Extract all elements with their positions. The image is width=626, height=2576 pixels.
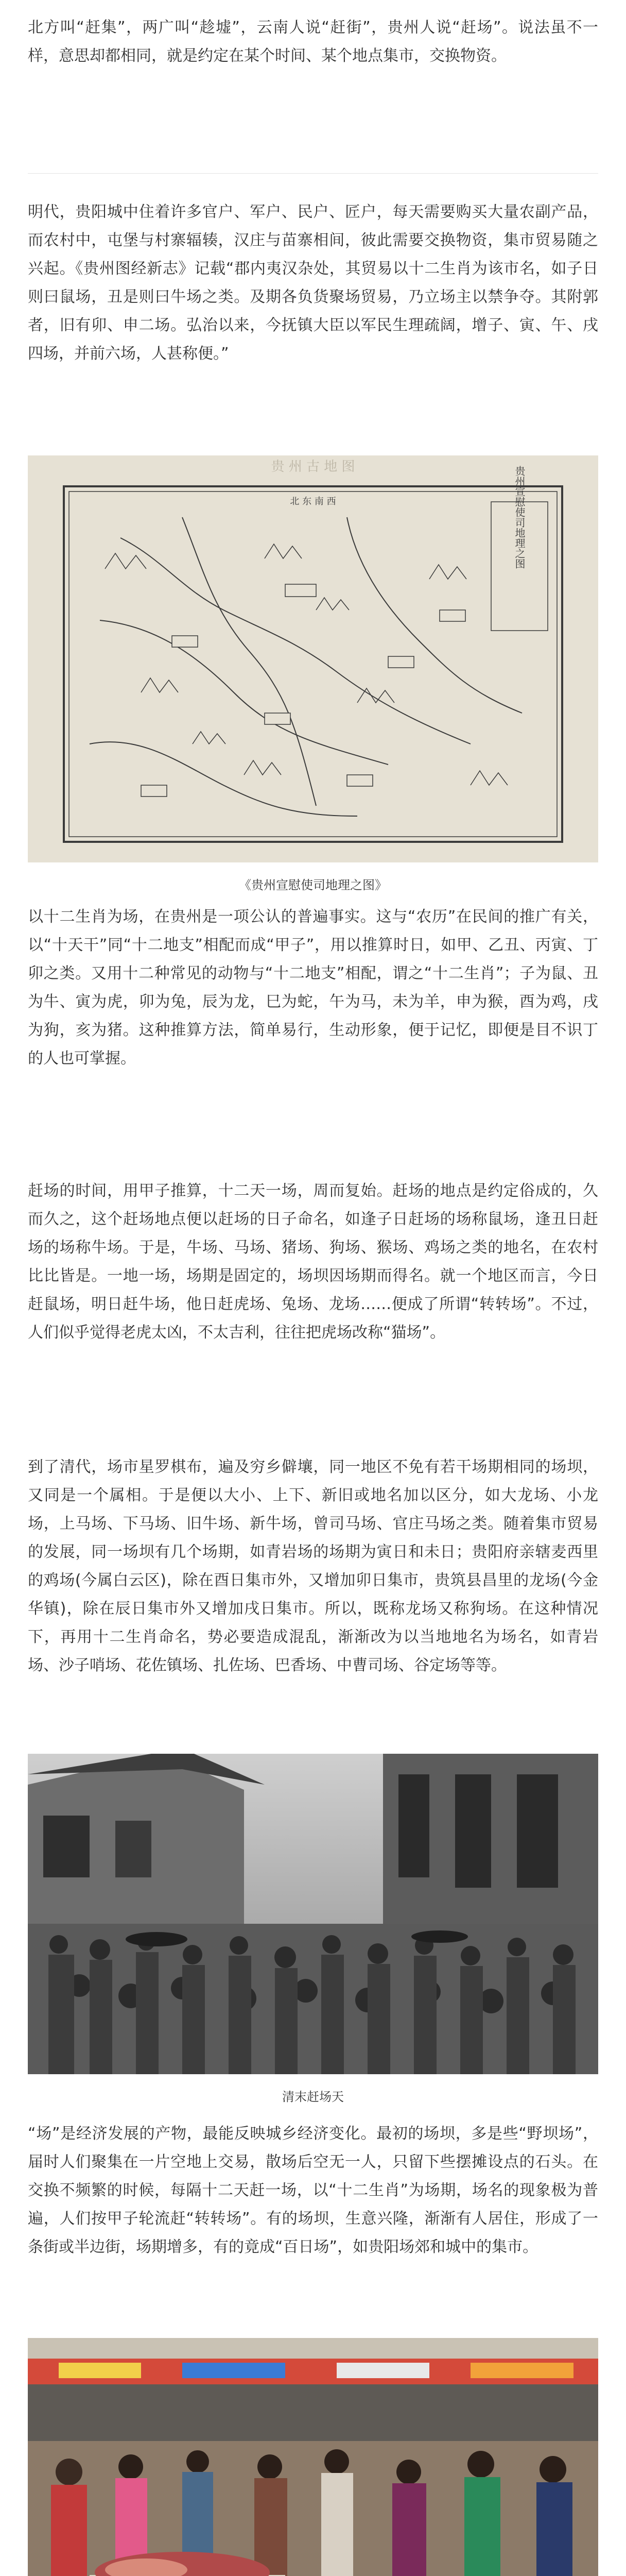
qing-paragraph: 到了清代，场市星罗棋布，遍及穷乡僻壤，同一地区不免有若干场期相同的场坝，又同是一个属相。于是便以大小、上下、新旧或地名加以区分，如大龙场、小龙场，上马场、下马场、旧牛场、新牛场，曾司马场、官庄马场之类。随着集市贸易的发展，同一场坝有几个场期，如青岩场的场期为寅日和未日；贵阳府亲辖麦西里的鸡场(今属白云区)，除在酉日集市外，又增加卯日集市，贵筑县昌里的龙场(今金华镇)，除在辰日集市外又增加戌日集市。所以，既称龙场又称狗场。在这种情况下，再用十二生肖命名，势必要造成混乱，渐渐改为以当地地名为场名，如青岩场、沙子哨场、花佐镇场、扎佐场、巴香场、中曹司场、谷定场等等。: [28, 1458, 598, 1674]
map-title: 贵州宣慰使司地理之图: [513, 466, 526, 569]
map-drawing: [28, 455, 598, 862]
field-market-paragraph: “场”是经济发展的产物，最能反映城乡经济变化。最初的场坝，多是些“野坝场”，届时人们聚集在一片空地上交易，散场后空无一人，只留下些摆摊设点的石头。在交换不频繁的时候，每隔十二天赶一场，以“十二生肖”为场期，场名的现象极为普遍，人们按甲子轮流赶“转转场”。有的场坝，生意兴隆，渐渐有人居住，形成了一条街或半边街，场期增多，有的竟成“百日场”，如贵阳场郊和城中的集市。: [28, 2125, 598, 2256]
svg-text:贵 州 古 地 图: 贵 州 古 地 图: [271, 459, 355, 474]
market-day-paragraph: 赶场的时间，用甲子推算，十二天一场，周而复始。赶场的地点是约定俗成的，久而久之，这个赶场地点便以赶场的日子命名，如逢子日赶场的场称鼠场，逢丑日赶场的场称牛场。于是，牛场、马场、猪场、狗场、猴场、鸡场之类的地名，在农村比比皆是。一地一场，场期是固定的，场坝因场期而得名。就一个地区而言，今日赶鼠场，明日赶牛场，他日赶虎场、兔场、龙场……便成了所谓“转转场”。不过，人们似乎觉得老虎太凶，不太吉利，往往把虎场改称“猫场”。: [28, 1182, 598, 1342]
history-paragraph: 明代，贵阳城中住着许多官户、军户、民户、匠户，每天需要购买大量农副产品，而农村中，屯堡与村寨辐辏，汉庄与苗寨相间，彼此需要交换物资，集市贸易随之兴起。《贵州图经新志》记载“郡内夷汉杂处，其贸易以十二生肖为该市名，如子日则曰鼠场，丑是则曰牛场之类。及期各负货聚场贸易，乃立场主以禁争夺。其附郭者，旧有卯、申二场。弘治以来，今抚镇大臣以军民生理疏阔，增子、寅、午、戌四场，并前六场，人甚称便。”: [28, 203, 598, 363]
intro-paragraph: 北方叫“赶集”，两广叫“趁墟”，云南人说“赶街”，贵州人说“赶场”。说法虽不一样，意思却都相同，就是约定在某个时间、某个地点集市，交换物资。: [28, 19, 598, 65]
old-photo-caption: 清末赶场天: [282, 2090, 344, 2104]
market-day-photo: [28, 2338, 598, 2576]
map-caption: 《贵州宣慰使司地理之图》: [239, 878, 387, 892]
old-market-photo: [28, 1754, 598, 2074]
divider: [28, 173, 598, 174]
map-direction: 北 东 南 西: [290, 496, 336, 507]
historical-map-image: [28, 455, 598, 862]
zodiac-paragraph: 以十二生肖为场，在贵州是一项公认的普遍事实。这与“农历”在民间的推广有关，以“十天干”同“十二地支”相配而成“甲子”，用以推算时日，如甲、乙丑、丙寅、丁卯之类。又用十二种常见的动物与“十二地支”相配，谓之“十二生肖”；子为鼠、丑为牛、寅为虎，卯为兔，辰为龙，巳为蛇，午为马，未为羊，申为猴，酉为鸡，戌为狗，亥为猪。这种推算方法，简单易行，生动形象，便于记忆，即便是目不识丁的人也可掌握。: [28, 908, 598, 1067]
old-market-drawing: [28, 1754, 598, 2074]
market-day-drawing: [28, 2338, 598, 2576]
